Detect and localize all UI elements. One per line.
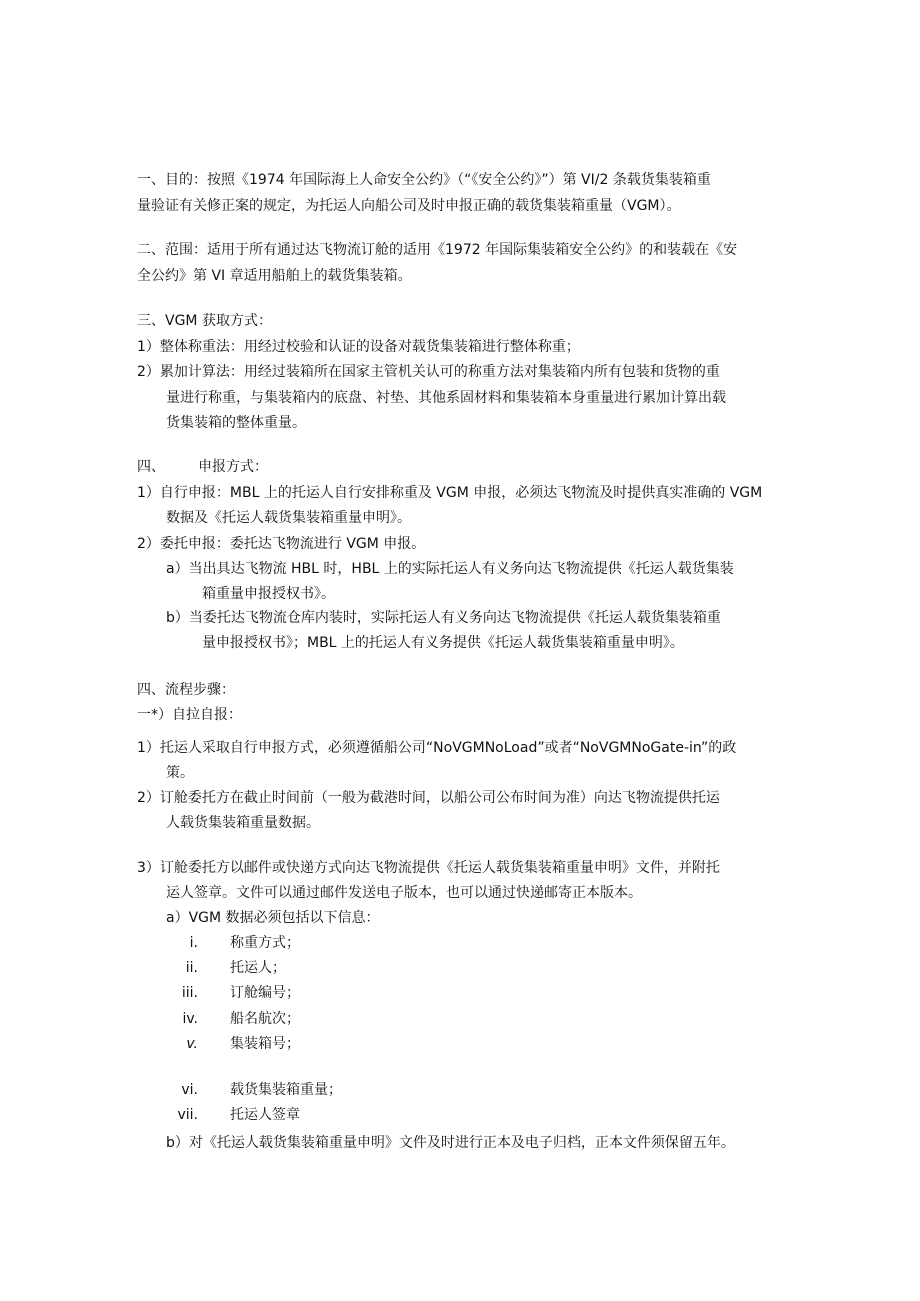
list-num: vi. [181,1082,198,1098]
archive-note: b）对《托运人载货集装箱重量申明》文件及时进行正本及电子归档，正本文件须保留五年。 [166,1135,735,1151]
method-2-line-1: 2）累加计算法：用经过装箱所在国家主管机关认可的称重方法对集装箱内所有包装和货物的重 [137,364,720,380]
method-1: 1）整体称重法：用经过校验和认证的设备对载货集装箱进行整体称重； [137,339,580,355]
list-item: 集装箱号； [230,1036,300,1052]
step-2-line-1: 2）订舱委托方在截止时间前（一般为截港时间，以船公司公布时间为准）向达飞物流提供托运 [137,790,720,806]
step-3-line-1: 3）订舱委托方以邮件或快递方式向达飞物流提供《托运人载货集装箱重量申明》文件，并附托 [137,860,720,876]
list-item: 托运人； [230,960,286,976]
list-num: i. [189,935,198,951]
list-num: iv. [182,1011,198,1027]
delegate-b-line-1: b）当委托达飞物流仓库内装时，实际托运人有义务向达飞物流提供《托运人载货集装箱重 [166,610,721,626]
step-1-line-2: 策。 [166,765,194,781]
purpose-line-2: 量验证有关修正案的规定，为托运人向船公司及时申报正确的载货集装箱重量（VGM）。 [137,198,681,214]
method-2-line-3: 货集装箱的整体重量。 [166,415,306,431]
purpose-line-1: 一、目的：按照《1974 年国际海上人命安全公约》（“《安全公约》”）第 VI/2 条载货集装箱重 [137,172,711,188]
declare-self-line-1: 1）自行申报：MBL 上的托运人自行安排称重及 VGM 申报，必须达飞物流及时提供真实准确的 VGM [137,485,763,501]
scope-line-2: 全公约》第 VI 章适用船舶上的载货集装箱。 [137,268,412,284]
list-num: ii. [185,960,198,976]
step-3-line-2: 运人签章。文件可以通过邮件发送电子版本，也可以通过快递邮寄正本版本。 [166,885,642,901]
scope-line-1: 二、范围：适用于所有通过达飞物流订舱的适用《1972 年国际集装箱安全公约》的和装载在《安 [137,242,738,258]
delegate-b-line-2: 量申报授权书》；MBL 上的托运人有义务提供《托运人载货集装箱重量申明》。 [202,635,684,651]
process-subheading: 一*）自拉自报： [137,707,242,723]
list-item: 载货集装箱重量； [230,1082,342,1098]
declare-heading: 申报方式： [198,459,268,475]
list-num: vii. [177,1107,198,1123]
delegate-a-line-2: 箱重量申报授权书》。 [202,586,335,602]
list-item: 称重方式； [230,935,300,951]
declare-delegate: 2）委托申报：委托达飞物流进行 VGM 申报。 [137,536,426,552]
declare-self-line-2: 数据及《托运人载货集装箱重量申明》。 [166,510,411,526]
declare-heading-number: 四、 [137,459,165,475]
process-heading: 四、流程步骤： [137,682,235,698]
list-num: iii. [181,985,198,1001]
list-num: v. [186,1036,198,1052]
vgm-info-heading: a）VGM 数据必须包括以下信息： [166,910,380,926]
step-1-line-1: 1）托运人采取自行申报方式，必须遵循船公司“NoVGMNoLoad”或者“NoVGMNoGate-in”的政 [137,740,737,756]
list-item: 船名航次； [230,1011,300,1027]
vgm-method-heading: 三、VGM 获取方式： [137,313,272,329]
delegate-a-line-1: a）当出具达飞物流 HBL 时，HBL 上的实际托运人有义务向达飞物流提供《托运人载货集装 [166,561,734,577]
step-2-line-2: 人载货集装箱重量数据。 [166,815,320,831]
list-item: 托运人签章 [230,1107,300,1123]
method-2-line-2: 量进行称重，与集装箱内的底盘、衬垫、其他系固材料和集装箱本身重量进行累加计算出载 [166,390,726,406]
list-item: 订舱编号； [230,985,300,1001]
